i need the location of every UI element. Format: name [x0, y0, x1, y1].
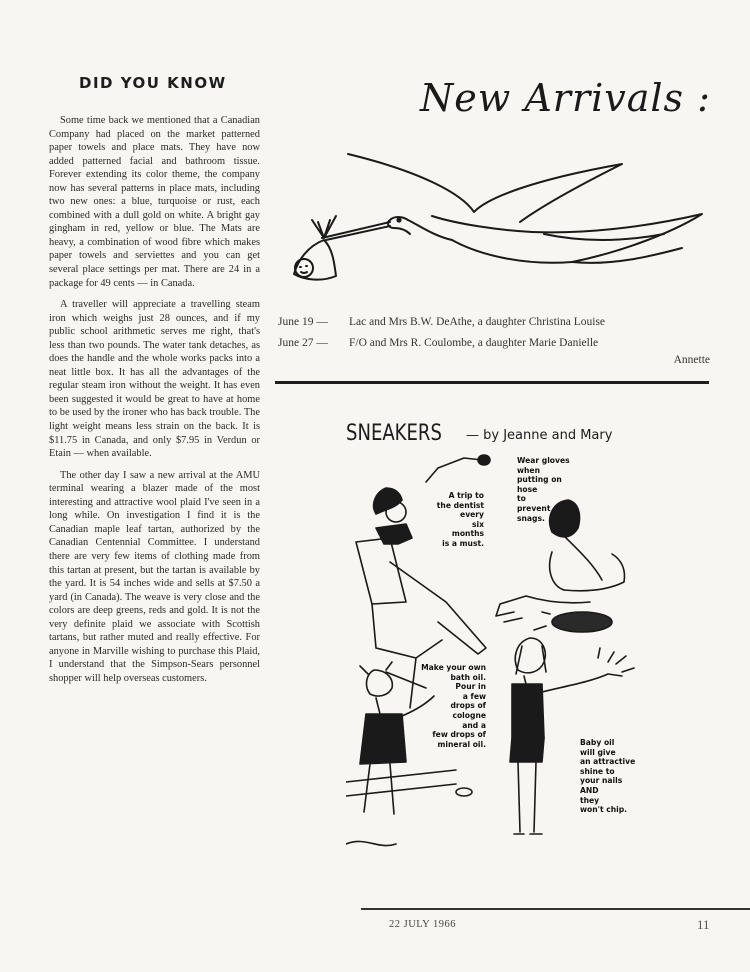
caption-line: months: [451, 529, 484, 539]
did-you-know-column: [49, 114, 260, 693]
arrival-entry: [278, 314, 710, 331]
caption-line: AND: [580, 785, 599, 795]
caption-line: Make your own: [421, 663, 486, 672]
new-arrivals-heading: New Arrivals :: [420, 76, 711, 120]
caption-line: Pour in: [455, 682, 486, 692]
article-paragraph: Some time back we mentioned that a Canadian Company had placed on the market patterned paper towels and place mats. They have now added patterned facial and bathroom tissue. Forever extending its color theme, the company now has several patterns in place mats, including two new ones: a blue, turquoise or rust, each combined with a dull gold on white. A bright gay gingham in red, yellow or blue. The Mats are heavy, a combination of wood fibre which makes paper towels and serviettes and you can get several place settings per mat. There are 24 in a package for 49 cents — in Canada.: [49, 115, 260, 289]
caption-line: when: [517, 465, 540, 475]
bath-oil-caption: [412, 663, 486, 749]
caption-line: hose: [517, 484, 538, 494]
did-you-know-heading: DID YOU KNOW: [79, 74, 227, 92]
caption-line: snags.: [517, 513, 545, 523]
footer-rule: [361, 908, 750, 910]
caption-line: Wear gloves: [517, 456, 570, 465]
caption-line: your nails: [580, 776, 623, 786]
arrival-text: F/O and Mrs R. Coulombe, a daughter Marie Danielle: [349, 337, 599, 349]
caption-line: every: [460, 510, 484, 520]
page-number: 11: [697, 917, 710, 932]
caption-line: bath oil.: [450, 672, 486, 682]
caption-line: an attractive: [580, 757, 636, 767]
caption-line: shine to: [580, 766, 615, 776]
article-paragraph: The other day I saw a new arrival at the AMU terminal wearing a blazer made of the most interesting and attractive wool plaid I've seen in a long while. On investigation I find it is the Canadian maple leaf tartan, authorized by the Canadian Centennial Committee. I understand there are very few items of clothing made from this tartan at present, but the tartan is available by the yard. It is 54 inches wide and sells at $7.50 a yard (in Canada). The weave is very close and the colors are deep greens, reds and gold. It is not the very definite plaid we associate with Scottish tartans, but rather muted and really effective. For anyone in Marville wishing to purchase this Plaid, I understand that the Simpson-Sears personnel shopper will help overseas customers.: [49, 469, 260, 684]
caption-line: Baby oil: [580, 738, 615, 747]
caption-line: and a: [462, 720, 486, 730]
caption-line: drops of: [450, 701, 486, 711]
arrivals-list: [278, 314, 710, 369]
caption-line: putting on: [517, 475, 562, 485]
arrival-entry: [278, 335, 710, 352]
arrival-date: June 19 —: [278, 316, 328, 328]
caption-line: will give: [580, 747, 616, 757]
section-divider: [275, 381, 709, 384]
caption-line: the dentist: [436, 500, 484, 510]
caption-line: cologne: [452, 710, 486, 720]
arrival-continuation: Annette: [673, 354, 710, 366]
baby-oil-caption: [580, 738, 644, 815]
dentist-caption: [418, 491, 484, 549]
caption-line: is a must.: [442, 538, 484, 548]
caption-line: prevent: [517, 503, 551, 513]
caption-line: won't chip.: [580, 805, 628, 815]
sneakers-byline: — by Jeanne and Mary: [466, 428, 613, 443]
caption-line: mineral oil.: [437, 739, 486, 749]
gloves-caption: [517, 456, 587, 523]
stork-illustration: [282, 150, 712, 300]
sneakers-heading: SNEAKERS: [346, 421, 442, 446]
caption-line: few drops of: [432, 730, 486, 740]
caption-line: they: [580, 795, 600, 805]
footer-date: 22 JULY 1966: [389, 919, 456, 930]
arrival-text: Lac and Mrs B.W. DeAthe, a daughter Christina Louise: [349, 316, 606, 328]
caption-line: to: [517, 494, 526, 504]
caption-line: a few: [462, 691, 486, 701]
arrival-date: June 27 —: [278, 337, 328, 349]
caption-line: six: [471, 519, 484, 529]
caption-line: A trip to: [448, 491, 484, 500]
article-paragraph: A traveller will appreciate a travelling steam iron which weighs just 28 ounces, and if my public school arithmetic serves me right, that's less than two pounds. The water tank detaches, as does the handle and the whole works packs into a neat little box. It has all the advantages of the regular steam iron without the weight. It has even been suggested it would be great to have at home to be used by the ironer who has back trouble. The light weight means less strain on the back. It is $11.75 in Canada, and only $7.95 in Verdun or Etain — when available.: [49, 299, 260, 460]
